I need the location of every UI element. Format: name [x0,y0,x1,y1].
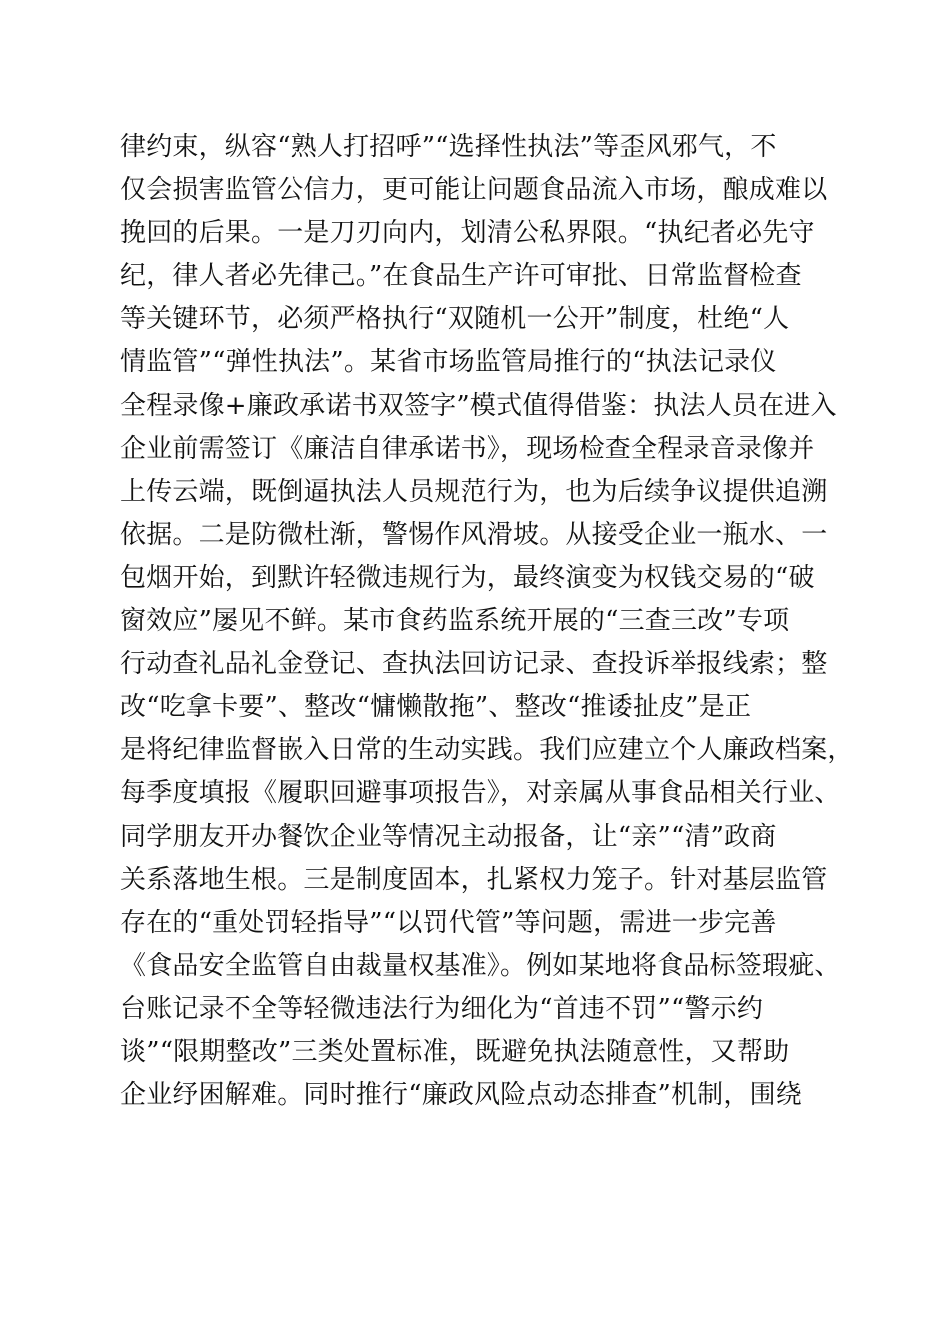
text-line: 挽回的后果。一是刀刃向内，划清公私界限。“执纪者必先守 [120,218,815,249]
text-line: 仅会损害监管公信力，更可能让问题食品流入市场，酿成难以 [120,175,828,206]
text-line: 上传云端，既倒逼执法人员规范行为，也为后续争议提供追溯 [120,476,828,507]
text-line: 等关键环节，必须严格执行“双随机一公开”制度，杜绝“人 [120,304,790,335]
text-line: 依据。二是防微杜渐，警惕作风滑坡。从接受企业一瓶水、一 [120,519,828,550]
text-line: 企业纾困解难。同时推行“廉政风险点动态排查”机制，围绕 [120,1080,802,1111]
text-line: 存在的“重处罚轻指导”“以罚代管”等问题，需进一步完善 [120,907,777,938]
text-line: 关系落地生根。三是制度固本，扎紧权力笼子。针对基层监管 [120,864,828,895]
text-line: 纪，律人者必先律己。”在食品生产许可审批、日常监督检查 [120,261,802,292]
text-line: 企业前需签订《廉洁自律承诺书》，现场检查全程录音录像并 [120,433,815,464]
text-line: 行动查礼品礼金登记、查执法回访记录、查投诉举报线索；整 [120,649,828,680]
text-line: 情监管”“弹性执法”。某省市场监管局推行的“执法记录仪 [120,347,777,378]
text-line: 改“吃拿卡要”、整改“慵懒散拖”、整改“推诿扯皮”是正 [120,692,752,723]
text-line: 包烟开始，到默许轻微违规行为，最终演变为权钱交易的“破 [120,562,815,593]
body-paragraph [120,126,854,1117]
text-line: 同学朋友开办餐饮企业等情况主动报备，让“亲”“清”政商 [120,821,777,852]
text-line: 全程录像+廉政承诺书双签字”模式值得借鉴：执法人员在进入 [120,390,837,421]
text-line: 每季度填报《履职回避事项报告》，对亲属从事食品相关行业、 [120,778,841,809]
text-line: 谈”“限期整改”三类处置标准，既避免执法随意性，又帮助 [120,1036,790,1067]
text-line: 《食品安全监管自由裁量权基准》。例如某地将食品标签瑕疵、 [120,950,841,981]
text-line: 是将纪律监督嵌入日常的生动实践。我们应建立个人廉政档案， [120,735,854,766]
text-line: 台账记录不全等轻微违法行为细化为“首违不罚”“警示约 [120,993,764,1024]
text-line: 窗效应”屡见不鲜。某市食药监系统开展的“三查三改”专项 [120,606,790,637]
text-line: 律约束，纵容“熟人打招呼”“选择性执法”等歪风邪气，不 [120,132,777,162]
